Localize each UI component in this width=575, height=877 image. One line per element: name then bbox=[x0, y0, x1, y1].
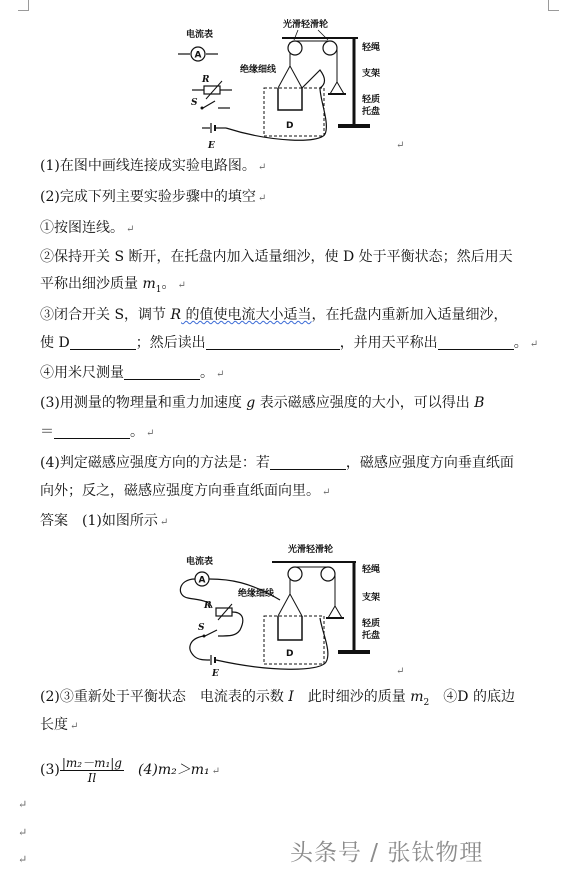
switch-label: S bbox=[191, 98, 198, 108]
page-corner-mark-right bbox=[548, 0, 559, 11]
answer-resistor-label: R bbox=[204, 601, 212, 611]
figure-apparatus bbox=[170, 4, 410, 150]
answer-stand-label: 支架 bbox=[362, 593, 381, 603]
question-4-line-2: 向外；反之，磁感应强度方向垂直纸面向里。 ↵ bbox=[40, 483, 331, 499]
tray-label-line1: 轻质 bbox=[362, 95, 381, 105]
pulley-left bbox=[288, 41, 302, 55]
blank-step3-a[interactable] bbox=[70, 335, 136, 350]
answer-pulleys-label: 光滑轻滑轮 bbox=[288, 545, 334, 555]
answer-resistor-symbol bbox=[216, 608, 232, 616]
page-corner-mark-left bbox=[18, 0, 29, 11]
svg-text:D: D bbox=[286, 121, 294, 131]
svg-text:A: A bbox=[194, 50, 202, 61]
step-3-line-1: ③闭合开关 S，调节 R 的值使电流大小适当，在托盘内重新加入适量细沙， bbox=[40, 307, 508, 323]
answer-frame-D bbox=[278, 616, 302, 640]
step-4: ④用米尺测量 。 ↵ bbox=[40, 365, 225, 381]
battery-label: E bbox=[208, 141, 215, 150]
answer-pulley-left bbox=[288, 567, 302, 581]
question-3-line-1: (3)用测量的物理量和重力加速度 g 表示磁感应强度的大小，可以得出 B bbox=[40, 395, 485, 411]
blank-q3[interactable] bbox=[54, 424, 130, 439]
answer-rope-label: 轻绳 bbox=[362, 565, 381, 575]
blank-step3-c[interactable] bbox=[438, 335, 514, 350]
answer-2-line-2: 长度 ↵ bbox=[40, 717, 79, 733]
ammeter-label: 电流表 bbox=[186, 30, 214, 40]
svg-text:A: A bbox=[198, 575, 206, 586]
answer-circuit-diagram bbox=[170, 538, 410, 678]
answer-ammeter-label: 电流表 bbox=[186, 557, 214, 567]
question-3-line-2: ＝ 。 ↵ bbox=[40, 424, 155, 440]
step-2-line-2: 平称出细沙质量 $m_1$。 ↵ bbox=[40, 276, 186, 295]
answer-3-fraction: $\frac{\text{|m₂－m₁|g}}{Il}$ bbox=[61, 755, 122, 785]
blank-step4[interactable] bbox=[124, 365, 200, 380]
empty-paragraph-1: ↵ bbox=[18, 798, 28, 811]
insulated-wire-label: 绝缘细线 bbox=[240, 65, 277, 75]
blank-step3-b[interactable] bbox=[206, 335, 340, 350]
figure-answer-circuit bbox=[170, 538, 410, 678]
step-3-line-2: 使 D ；然后读出 ，并用天平称出 。 ↵ bbox=[40, 335, 539, 351]
answer-3-4: (3) $\frac{\text{|m₂－m₁|g}}{Il}$ (4)m₂＞m₁ ↵ bbox=[40, 755, 220, 785]
answer-switch-symbol bbox=[205, 630, 217, 636]
empty-paragraph-3: ↵ bbox=[18, 853, 28, 866]
blank-q4[interactable] bbox=[270, 455, 346, 470]
question-4-line-1: (4)判定磁感应强度方向的方法是：若 ，磁感应强度方向垂直纸面 bbox=[40, 455, 514, 471]
resistor-label: R bbox=[202, 75, 210, 85]
frame-D bbox=[278, 88, 302, 110]
answer-tray-label-line1: 轻质 bbox=[362, 619, 381, 629]
pulley-right bbox=[323, 41, 337, 55]
answer-battery-label: E bbox=[212, 669, 219, 678]
question-2: (2)完成下列主要实验步骤中的填空 ↵ bbox=[40, 189, 267, 205]
step-2-line-1: ②保持开关 S 断开，在托盘内加入适量细沙，使 D 处于平衡状态；然后用天 bbox=[40, 249, 513, 265]
stand-label: 支架 bbox=[362, 69, 381, 79]
tray-label-line2: 托盘 bbox=[362, 107, 381, 117]
step-1: ①按图连线。 ↵ bbox=[40, 220, 135, 236]
rope-label: 轻绳 bbox=[362, 43, 381, 53]
watermark: 头条号 / 张钛物理 bbox=[290, 840, 484, 866]
svg-text:↵: ↵ bbox=[396, 666, 405, 677]
answer-switch-label: S bbox=[198, 623, 205, 633]
magnetic-field-region bbox=[264, 88, 324, 136]
question-1: (1)在图中画线连接成实验电路图。 ↵ bbox=[40, 158, 267, 174]
empty-paragraph-2: ↵ bbox=[18, 826, 28, 839]
apparatus-diagram bbox=[170, 4, 410, 150]
answer-insulated-wire-label: 绝缘细线 bbox=[238, 589, 275, 599]
svg-text:↵: ↵ bbox=[396, 140, 405, 150]
answer-pulley-right bbox=[321, 567, 335, 581]
pulleys-label: 光滑轻滑轮 bbox=[283, 20, 329, 30]
answer-tray-label-line2: 托盘 bbox=[362, 631, 381, 641]
answer-2-line-1: (2)③重新处于平衡状态 电流表的示数 I 此时细沙的质量 $m_2$ ④D 的底边 bbox=[40, 689, 515, 708]
answer-header: 答案 (1)如图所示 ↵ bbox=[40, 513, 169, 529]
svg-text:D: D bbox=[286, 649, 294, 659]
switch-symbol bbox=[203, 101, 215, 108]
